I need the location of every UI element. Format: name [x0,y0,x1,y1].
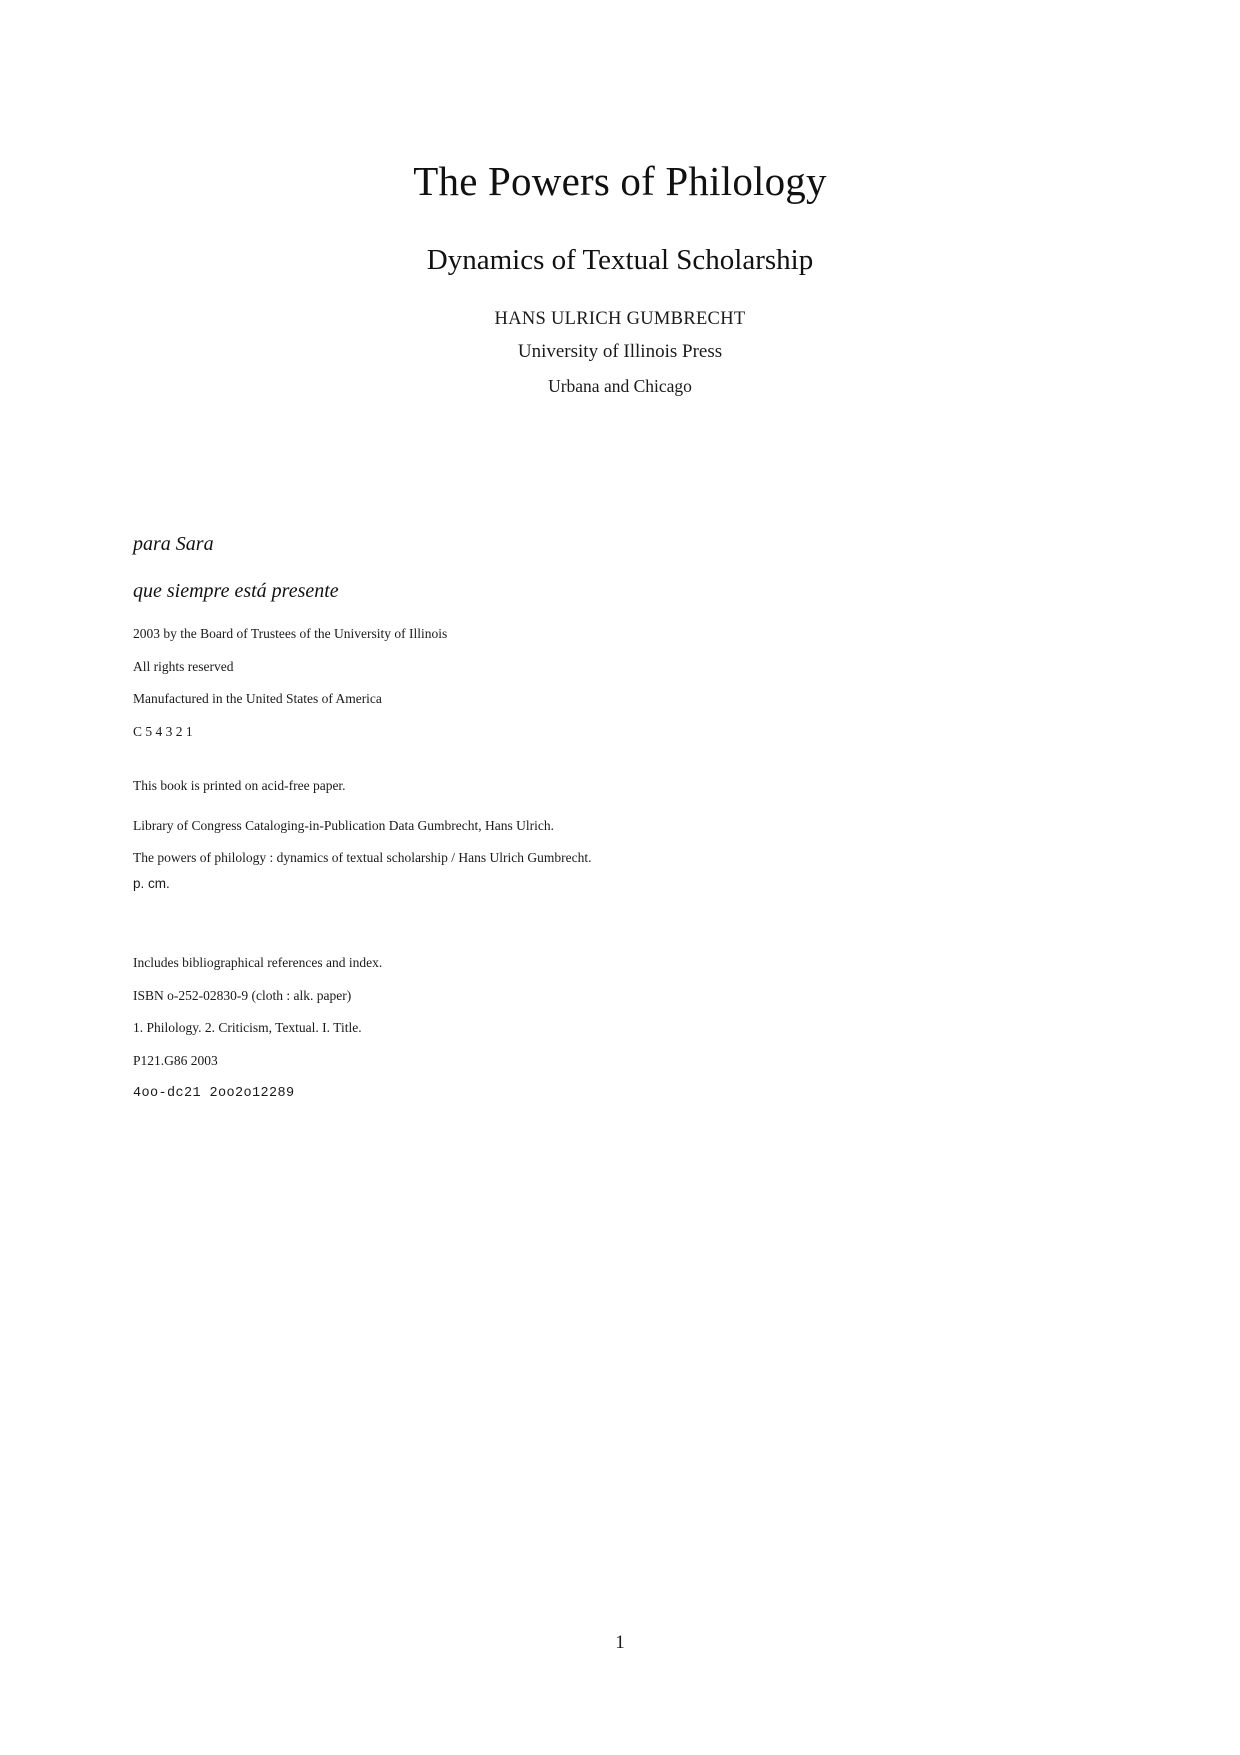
pagination-line: p. cm. [133,875,170,891]
call-number-line: P121.G86 2003 [133,1053,218,1069]
subject-headings-line: 1. Philology. 2. Criticism, Textual. I. Title. [133,1020,362,1036]
publisher-name: University of Illinois Press [517,341,723,363]
dedication-line-1: para Sara [133,533,214,555]
title-statement-line: The powers of philology : dynamics of textual scholarship / Hans Ulrich Gumbrecht. [133,850,592,866]
printing-number-line: C 5 4 3 2 1 [133,723,193,739]
publisher-city: Urbana and Chicago [548,375,692,396]
copyright-holder: 2003 by the Board of Trustees of the University of Illinois [133,626,448,641]
rights-reserved: All rights reserved [133,658,234,674]
page-title: The Powers of Philology [413,158,827,204]
page-subtitle: Dynamics of Textual Scholarship [426,244,814,277]
copyright-notice [133,604,953,740]
spacer [133,795,953,817]
dedication-line-2: que siempre está presente [133,580,339,602]
acid-free-paper-note: This book is printed on acid-free paper. [133,778,346,794]
title-block [0,158,1240,397]
dewey-control-number-line: 4oo-dc21 2oo2o12289 [133,1085,295,1101]
manufactured-in: Manufactured in the United States of America [133,691,382,707]
page-number: 1 [615,1632,625,1653]
cataloging-notes [133,954,953,1102]
copyright-page-body [133,532,953,1102]
spacer [133,892,953,954]
author-name: HANS ULRICH GUMBRECHT [494,308,746,329]
spacer [133,740,953,762]
bibliographical-references-note: Includes bibliographical references and index. [133,955,383,971]
lc-cataloging-line: Library of Congress Cataloging-in-Publication Data Gumbrecht, Hans Ulrich. [133,817,555,833]
isbn-line: ISBN o-252-02830-9 (cloth : alk. paper) [133,987,352,1003]
cataloging-in-publication-data [133,817,953,893]
